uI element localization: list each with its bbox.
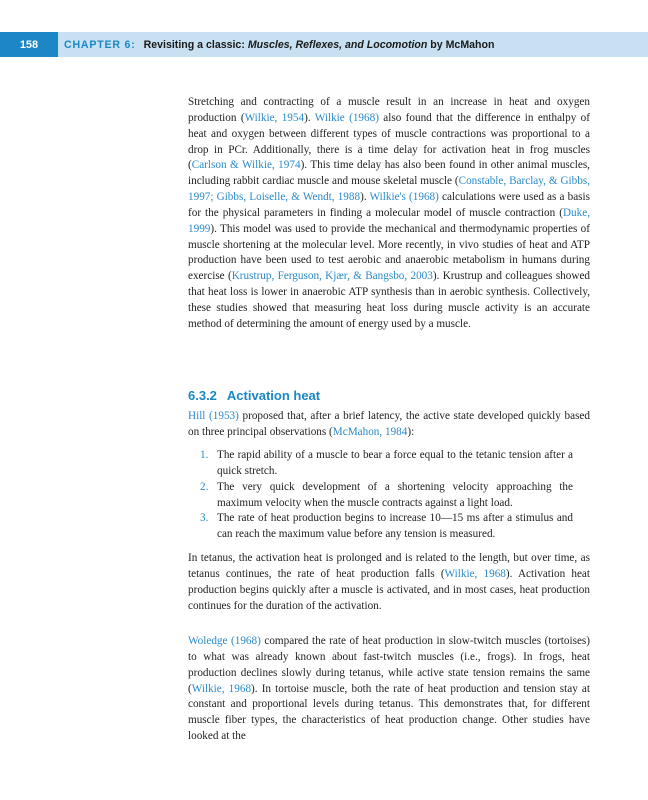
- list-item-text: The very quick development of a shortening velocity approaching the maximum velocity when the muscle contracts against a light load.: [217, 480, 573, 509]
- text-run: In tetanus, the activation heat is prolonged and is related to the length, but over time, as tetanus continues, the rate of heat production falls (: [188, 552, 590, 580]
- text-run: ).: [304, 111, 315, 124]
- running-head-title: [64, 32, 648, 57]
- paragraph-tetanus: [188, 551, 590, 614]
- list-item: [188, 480, 573, 512]
- list-item-text: The rapid ability of a muscle to bear a force equal to the tetanic tension after a quick stretch.: [217, 449, 573, 477]
- citation-link[interactable]: Wilkie, 1968: [191, 682, 252, 695]
- title-prefix: Revisiting a classic:: [143, 38, 248, 51]
- text-run: ). Krustrup and colleagues showed that heat loss is lower in anaerobic ATP synthesis than in aerobic synthesis. Collectively, these studies showed that measuring heat loss during muscle activity is an accurate method of determining the amount of energy used by a muscle.: [188, 270, 591, 330]
- chapter-label: CHAPTER 6:: [64, 38, 136, 51]
- citation-link[interactable]: Wilkie's (1968): [369, 191, 439, 204]
- title-suffix: by McMahon: [427, 38, 495, 51]
- text-run: also found that the difference in enthalpy of heat and oxygen between different types of muscle contractions was proportional to a drop in PCr. Additionally, there is a time delay for activation heat in frog muscles (: [188, 111, 591, 172]
- book-title: Muscles, Reflexes, and Locomotion: [247, 38, 428, 51]
- citation-link[interactable]: Hill (1953): [188, 410, 239, 422]
- text-run: ).: [360, 191, 370, 204]
- text-run: ). This model was used to provide the mechanical and thermodynamic properties of muscle shortening at the molecular level. More recently, in vivo studies of heat and ATP production have been used to test aerobic and anaerobic metabolism in humans during exercise (: [188, 222, 590, 283]
- paragraph-heat-oxygen: [188, 95, 590, 333]
- list-item: [188, 511, 573, 543]
- list-number: 2.: [200, 480, 209, 493]
- running-header: [0, 32, 648, 57]
- text-run: compared the rate of heat production in slow-twitch muscles (tortoises) to what was already known about fast-twitch muscles (i.e., frogs). In frogs, heat production declines slowly during tetanus, while active state tension remains the same (: [188, 635, 591, 695]
- paragraph-woledge: [188, 634, 590, 745]
- section-heading: [188, 387, 590, 404]
- text-run: calculations were used as a basis for the physical parameters in finding a molecular model of muscle contraction (: [188, 191, 590, 219]
- text-run: ). In tortoise muscle, both the rate of heat production and tension stay at constant and proportional levels during tetanus. This demonstrates that, for different muscle fiber types, the characteristics of heat production change. Other studies have looked at the: [188, 682, 590, 743]
- list-item-text: The rate of heat production begins to increase 10—15 ms after a stimulus and can reach the maximum value before any tension is measured.: [217, 512, 573, 541]
- text-run: ). This time delay has also been found in other animal muscles, including rabbit cardiac muscle and mouse skeletal muscle (: [188, 159, 590, 188]
- citation-link[interactable]: McMahon, 1984: [332, 425, 408, 438]
- section-title: Activation heat: [226, 388, 321, 403]
- section-number: 6.3.2: [188, 388, 217, 403]
- citation-link[interactable]: Carlson & Wilkie, 1974: [191, 159, 301, 172]
- page-number: 158: [0, 32, 58, 57]
- citation-link[interactable]: Wilkie, 1968: [444, 567, 506, 580]
- text-run: ):: [407, 425, 415, 438]
- citation-link[interactable]: Wilkie (1968): [314, 111, 379, 124]
- paragraph-hill: [188, 409, 590, 441]
- observations-list: [188, 448, 590, 543]
- citation-link[interactable]: Woledge (1968): [188, 635, 261, 647]
- citation-link[interactable]: Constable, Barclay, & Gibbs, 1997; Gibbs, Loiselle, & Wendt, 1988: [188, 175, 591, 204]
- text-run: proposed that, after a brief latency, the active state developed quickly based on three principal observations (: [188, 410, 590, 438]
- citation-link[interactable]: Wilkie, 1954: [244, 111, 305, 124]
- list-number: 1.: [200, 449, 209, 461]
- text-run: ). Activation heat production begins quickly after a muscle is activated, and in most cases, heat production continues for the duration of the activation.: [188, 567, 590, 612]
- text-run: Stretching and contracting of a muscle result in an increase in heat and oxygen production (: [188, 96, 590, 124]
- citation-link[interactable]: Krustrup, Ferguson, Kjær, & Bangsbo, 2003: [231, 270, 433, 283]
- list-item: [188, 448, 573, 480]
- list-number: 3.: [200, 512, 209, 525]
- citation-link[interactable]: Duke, 1999: [188, 206, 590, 235]
